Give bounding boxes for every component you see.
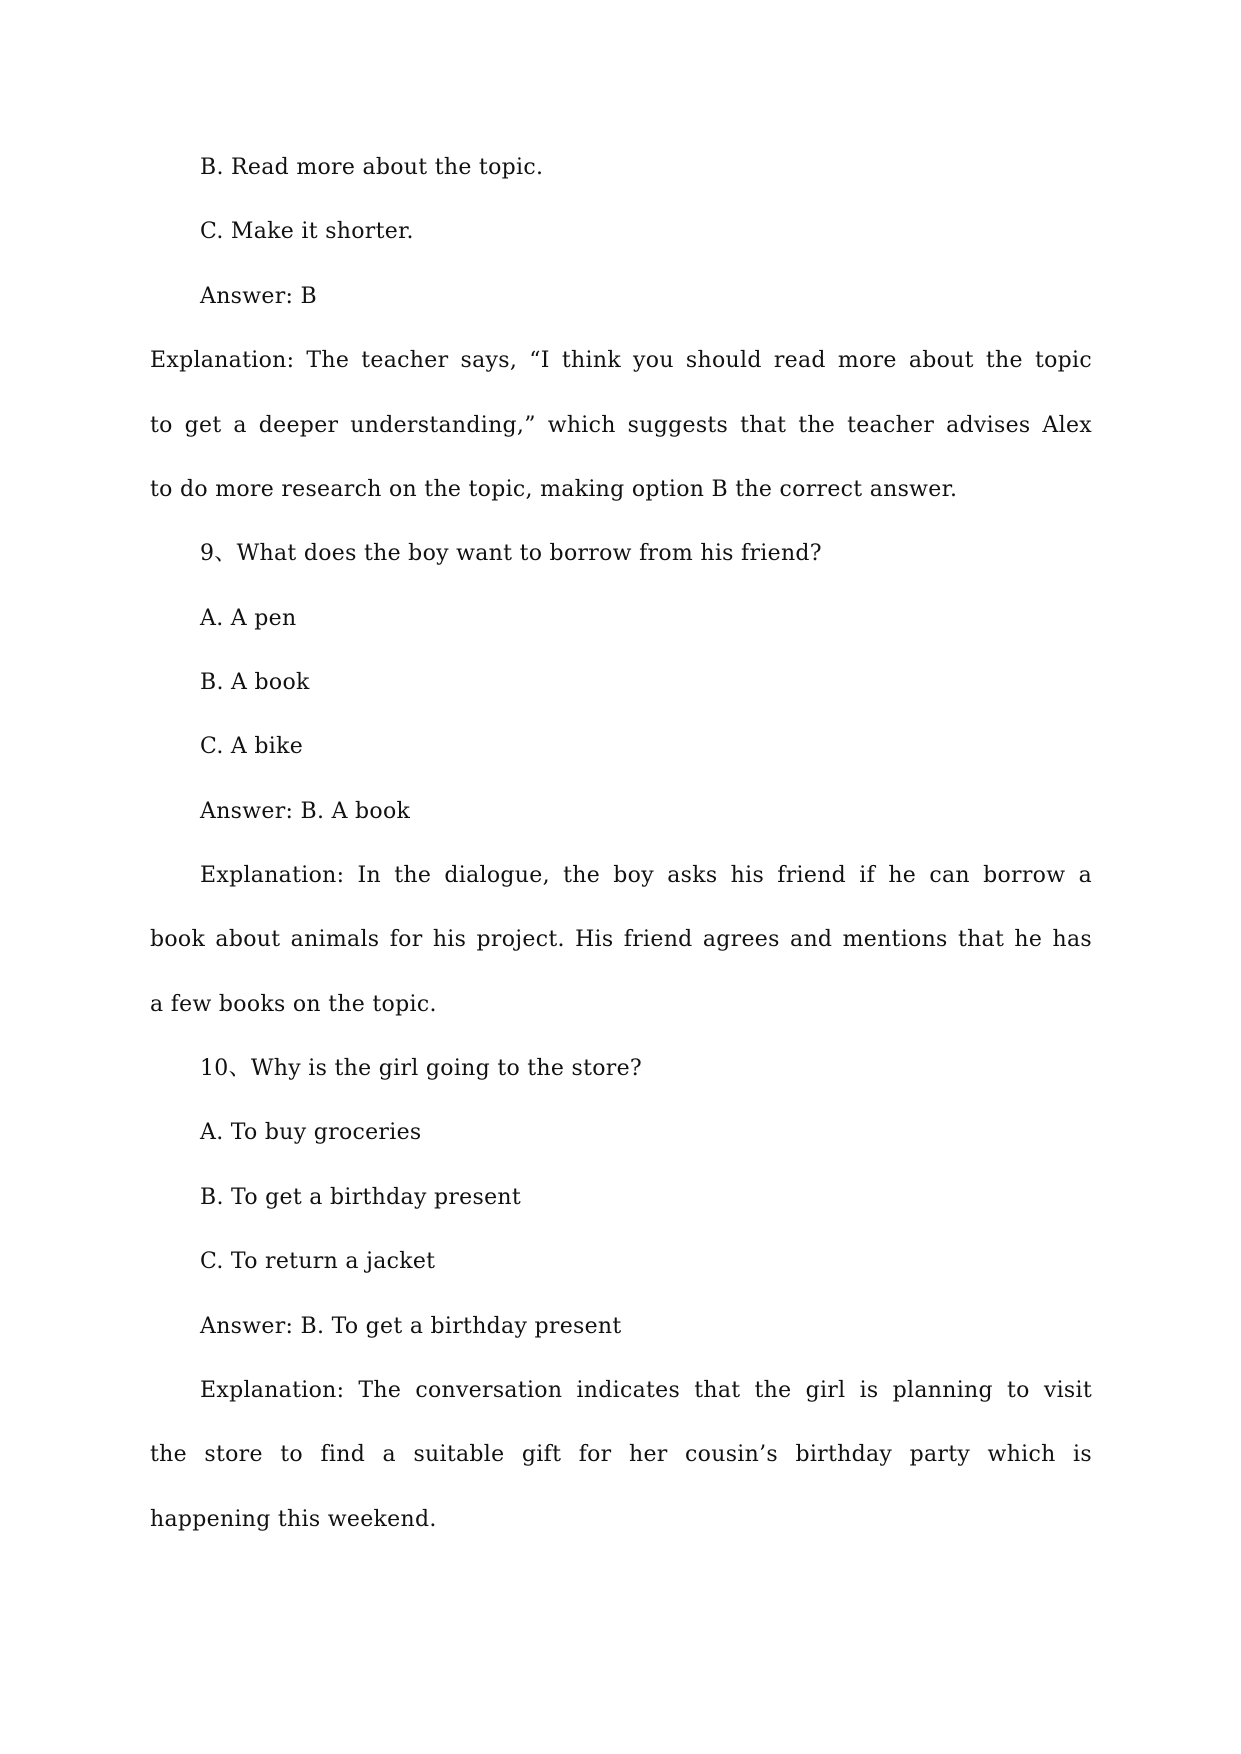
- q10-explanation-line-2: the store to find a suitable gift for her cousin’s birthday party which is: [150, 1442, 1092, 1467]
- q10-answer: Answer: B. To get a birthday present: [200, 1314, 622, 1339]
- q8-explanation-line-2: to get a deeper understanding,” which suggests that the teacher advises Alex: [150, 413, 1092, 438]
- q9-explanation-line-2: book about animals for his project. His friend agrees and mentions that he has: [150, 927, 1092, 952]
- q9-option-c: C. A bike: [200, 734, 304, 759]
- q8-option-c: C. Make it shorter.: [200, 219, 414, 244]
- q9-explanation-line-1: Explanation: In the dialogue, the boy asks his friend if he can borrow a: [200, 863, 1092, 888]
- q8-explanation-line-3: to do more research on the topic, making option B the correct answer.: [150, 477, 958, 502]
- q10-option-c: C. To return a jacket: [200, 1249, 436, 1274]
- q9-question: 9、What does the boy want to borrow from his friend?: [200, 541, 822, 566]
- q10-question: 10、Why is the girl going to the store?: [200, 1056, 643, 1081]
- q8-explanation-line-1: Explanation: The teacher says, “I think you should read more about the topic: [150, 348, 1092, 373]
- q10-option-b: B. To get a birthday present: [200, 1185, 522, 1210]
- q10-option-a: A. To buy groceries: [200, 1120, 422, 1145]
- q10-explanation-line-3: happening this weekend.: [150, 1507, 437, 1532]
- q8-answer: Answer: B: [200, 284, 317, 309]
- q9-answer: Answer: B. A book: [200, 799, 411, 824]
- q9-explanation-line-3: a few books on the topic.: [150, 992, 437, 1017]
- q10-explanation-line-1: Explanation: The conversation indicates that the girl is planning to visit: [200, 1378, 1092, 1403]
- q9-option-a: A. A pen: [200, 606, 297, 631]
- q9-option-b: B. A book: [200, 670, 310, 695]
- q8-option-b: B. Read more about the topic.: [200, 155, 544, 180]
